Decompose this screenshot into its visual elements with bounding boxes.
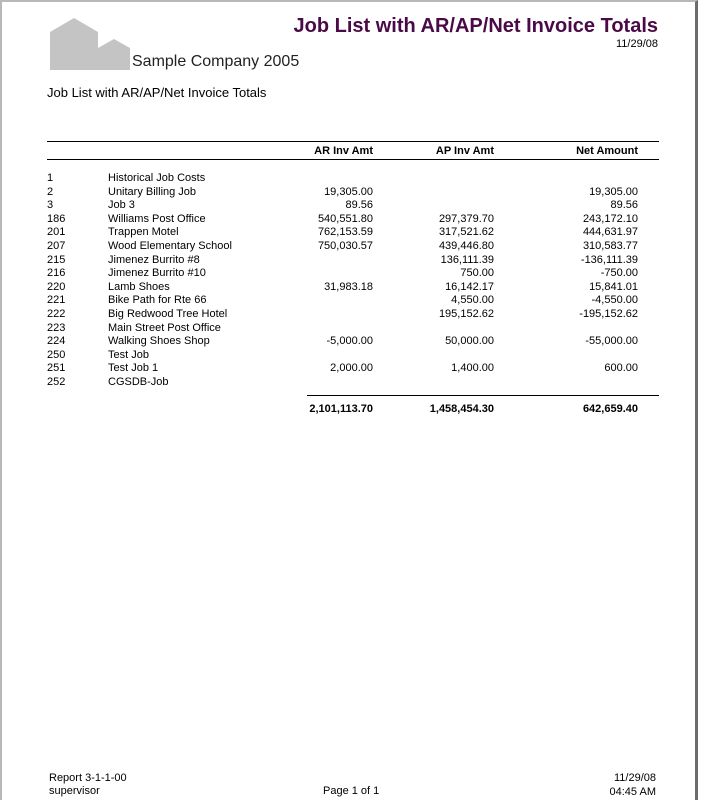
job-name: Job 3 bbox=[108, 199, 135, 212]
ar-amount: 2,000.00 bbox=[330, 362, 373, 375]
header-bottom-rule bbox=[47, 159, 659, 160]
footer-user: supervisor bbox=[49, 785, 100, 797]
table-row bbox=[0, 308, 704, 322]
ap-amount: 1,400.00 bbox=[451, 362, 494, 375]
ar-amount: 89.56 bbox=[345, 199, 373, 212]
job-name: Big Redwood Tree Hotel bbox=[108, 307, 228, 320]
ar-amount: 540,551.80 bbox=[317, 212, 373, 225]
job-number: 186 bbox=[47, 212, 66, 225]
job-name: Jimenez Burrito #8 bbox=[108, 253, 200, 266]
net-amount: 89.56 bbox=[610, 199, 638, 212]
table-row bbox=[0, 322, 704, 336]
job-name: Main Street Post Office bbox=[108, 321, 221, 334]
job-number: 2 bbox=[47, 185, 54, 198]
table-row bbox=[0, 267, 704, 281]
job-name: Jimenez Burrito #10 bbox=[108, 267, 206, 280]
net-amount: -750.00 bbox=[600, 267, 638, 280]
total-ap: 1,458,454.30 bbox=[429, 403, 494, 415]
totals-rule bbox=[307, 395, 659, 396]
table-row bbox=[0, 226, 704, 240]
job-name: Wood Elementary School bbox=[108, 239, 232, 252]
job-number: 207 bbox=[47, 239, 66, 252]
job-name: Bike Path for Rte 66 bbox=[108, 294, 207, 307]
job-name: Lamb Shoes bbox=[108, 280, 170, 293]
job-name: Walking Shoes Shop bbox=[108, 335, 210, 348]
ap-amount: 50,000.00 bbox=[445, 335, 494, 348]
report-subtitle: Job List with AR/AP/Net Invoice Totals bbox=[47, 85, 267, 100]
total-net: 642,659.40 bbox=[582, 403, 638, 415]
ap-amount: 297,379.70 bbox=[438, 212, 494, 225]
job-number: 216 bbox=[47, 267, 66, 280]
job-list bbox=[0, 172, 704, 390]
ar-amount: 762,153.59 bbox=[317, 226, 373, 239]
net-amount: 15,841.01 bbox=[589, 280, 638, 293]
table-row bbox=[0, 199, 704, 213]
job-number: 224 bbox=[47, 335, 66, 348]
net-amount: -136,111.39 bbox=[580, 253, 638, 266]
job-name: Unitary Billing Job bbox=[108, 185, 197, 198]
table-row bbox=[0, 335, 704, 349]
column-header-ap: AP Inv Amt bbox=[435, 145, 494, 157]
job-name: Test Job 1 bbox=[108, 362, 159, 375]
net-amount: -195,152.62 bbox=[579, 307, 638, 320]
ap-amount: 16,142.17 bbox=[445, 280, 494, 293]
table-row bbox=[0, 172, 704, 186]
job-number: 201 bbox=[47, 226, 66, 239]
table-row bbox=[0, 376, 704, 390]
table-row bbox=[0, 294, 704, 308]
footer-time: 04:45 AM bbox=[609, 786, 656, 798]
table-row bbox=[0, 213, 704, 227]
net-amount: -55,000.00 bbox=[585, 335, 638, 348]
footer-page-number: Page 1 of 1 bbox=[323, 785, 380, 797]
ap-amount: 136,111.39 bbox=[440, 253, 494, 266]
ap-amount: 195,152.62 bbox=[438, 307, 494, 320]
table-row bbox=[0, 240, 704, 254]
job-name: Williams Post Office bbox=[108, 212, 206, 225]
table-row bbox=[0, 362, 704, 376]
job-number: 220 bbox=[47, 280, 66, 293]
totals-row bbox=[0, 403, 704, 417]
job-name: Trappen Motel bbox=[108, 226, 179, 239]
ar-amount: -5,000.00 bbox=[326, 335, 373, 348]
net-amount: 243,172.10 bbox=[582, 212, 638, 225]
job-number: 251 bbox=[47, 362, 66, 375]
ar-amount: 19,305.00 bbox=[324, 185, 373, 198]
ap-amount: 4,550.00 bbox=[451, 294, 494, 307]
job-number: 215 bbox=[47, 253, 66, 266]
company-name: Sample Company 2005 bbox=[132, 53, 300, 70]
job-name: Test Job bbox=[108, 348, 149, 361]
net-amount: 19,305.00 bbox=[589, 185, 638, 198]
footer-report-id: Report 3-1-1-00 bbox=[49, 772, 127, 784]
table-row bbox=[0, 281, 704, 295]
column-header-ar: AR Inv Amt bbox=[314, 145, 373, 157]
ap-amount: 439,446.80 bbox=[438, 239, 494, 252]
ap-amount: 317,521.62 bbox=[438, 226, 494, 239]
column-header-net: Net Amount bbox=[576, 145, 638, 157]
ar-amount: 750,030.57 bbox=[317, 239, 373, 252]
job-number: 222 bbox=[47, 307, 66, 320]
table-row bbox=[0, 349, 704, 363]
net-amount: 310,583.77 bbox=[582, 239, 638, 252]
footer-date: 11/29/08 bbox=[613, 772, 656, 784]
job-number: 3 bbox=[47, 199, 54, 212]
report-date: 11/29/08 bbox=[615, 38, 658, 50]
ap-amount: 750.00 bbox=[460, 267, 494, 280]
total-ar: 2,101,113.70 bbox=[309, 403, 373, 415]
job-number: 252 bbox=[47, 375, 66, 388]
job-number: 250 bbox=[47, 348, 66, 361]
table-row bbox=[0, 186, 704, 200]
job-name: Historical Job Costs bbox=[108, 172, 206, 184]
ar-amount: 31,983.18 bbox=[324, 280, 373, 293]
job-number: 1 bbox=[47, 172, 54, 184]
job-number: 223 bbox=[47, 321, 66, 334]
header-top-rule bbox=[47, 141, 659, 142]
report-title: Job List with AR/AP/Net Invoice Totals bbox=[293, 15, 658, 37]
house-logo-icon bbox=[48, 18, 138, 70]
job-name: CGSDB-Job bbox=[108, 375, 169, 388]
table-row bbox=[0, 254, 704, 268]
net-amount: 444,631.97 bbox=[582, 226, 638, 239]
job-number: 221 bbox=[47, 294, 66, 307]
net-amount: -4,550.00 bbox=[591, 294, 638, 307]
net-amount: 600.00 bbox=[604, 362, 638, 375]
